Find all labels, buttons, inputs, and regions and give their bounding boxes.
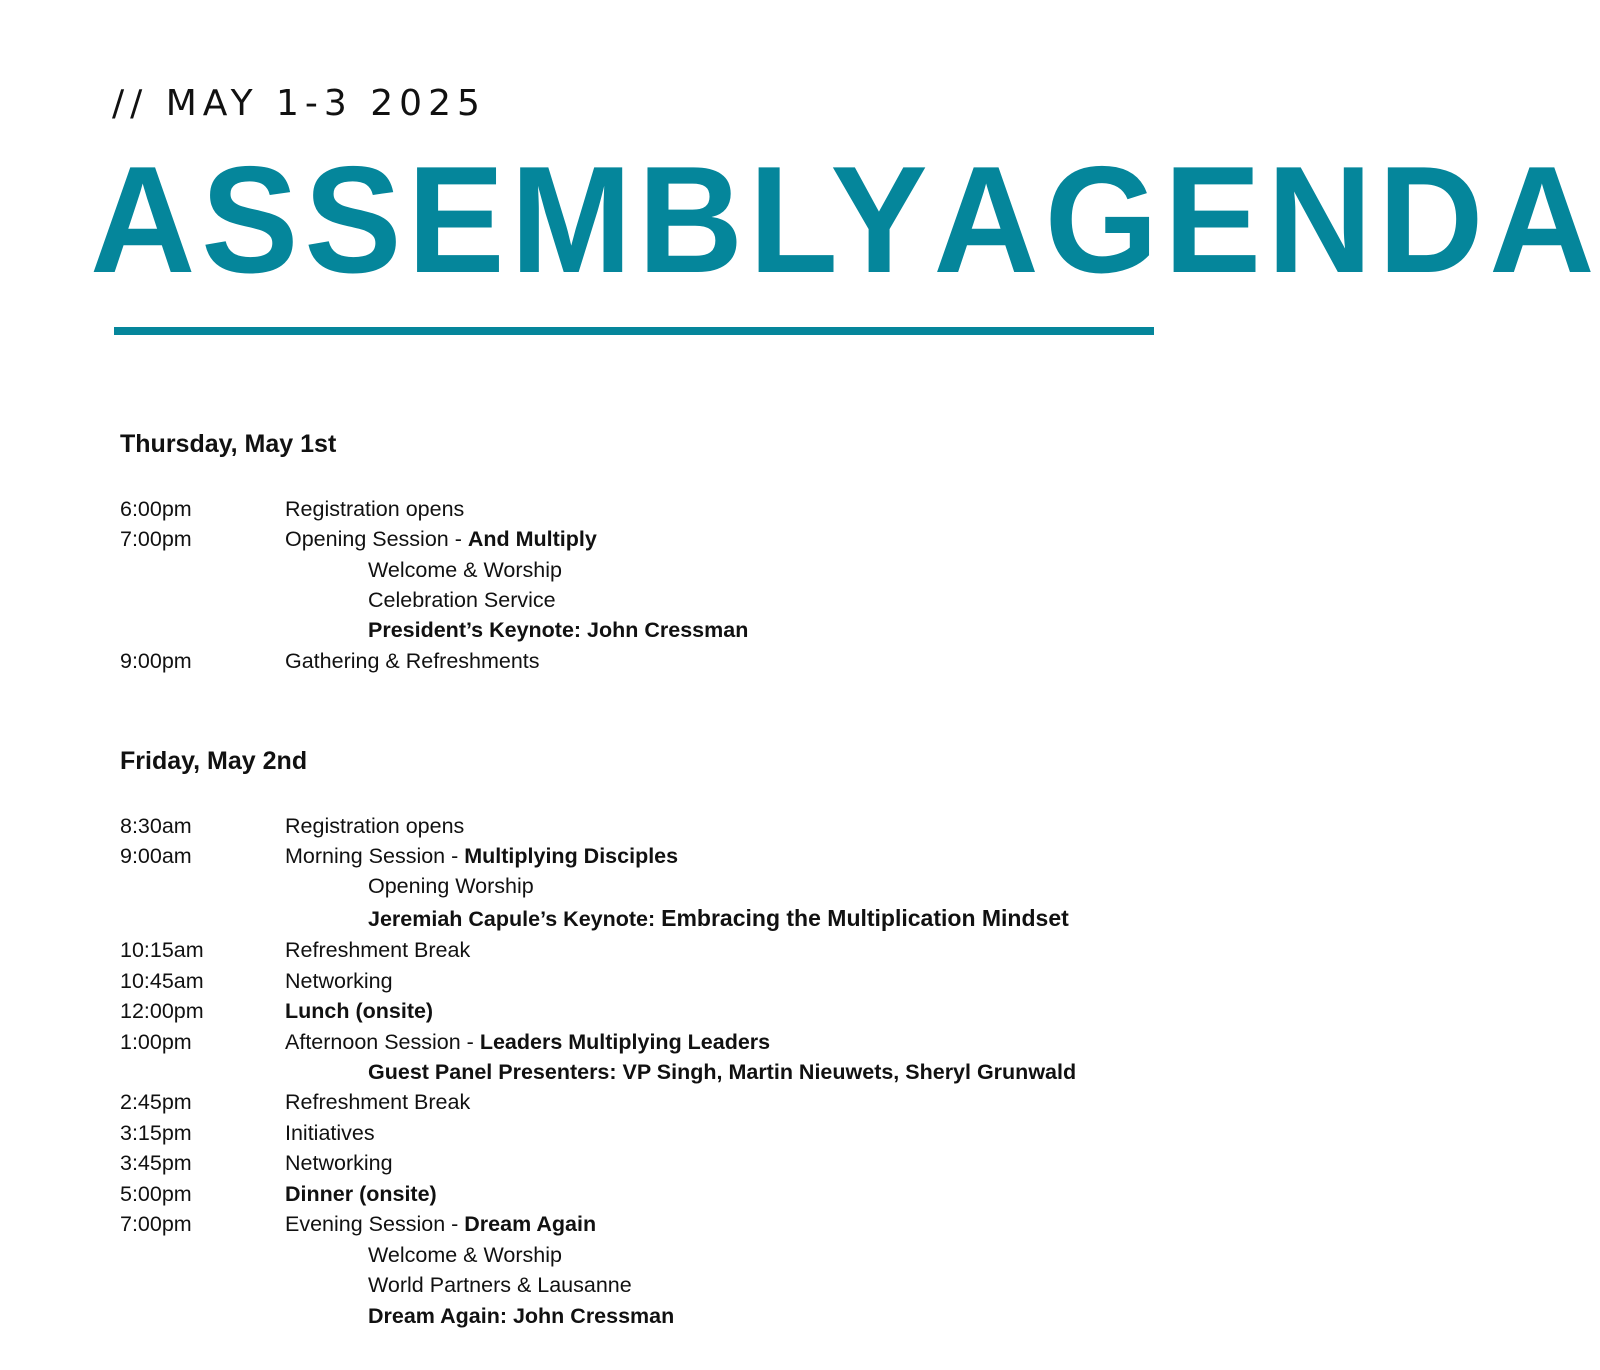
day-heading-thursday: Thursday, May 1st xyxy=(120,430,337,458)
title-word-assembly: ASSEMBLY xyxy=(90,135,934,305)
agenda-panel: Guest Panel Presenters: VP Singh, Martin Nieuwets, Sheryl Grunwald xyxy=(368,1060,1077,1084)
agenda-time: 7:00pm xyxy=(120,527,192,551)
agenda-row xyxy=(0,1148,1270,1178)
agenda-time: 3:15pm xyxy=(120,1121,192,1145)
agenda-subitem: Welcome & Worship xyxy=(368,558,562,582)
agenda-subitem: Welcome & Worship xyxy=(368,1243,562,1267)
agenda-time: 1:00pm xyxy=(120,1030,192,1054)
agenda-item-text: Evening Session - xyxy=(285,1212,465,1236)
agenda-item: Networking xyxy=(285,1151,393,1175)
agenda-item: Refreshment Break xyxy=(285,1090,471,1114)
agenda-subrow xyxy=(0,903,1270,933)
event-dates: // MAY 1-3 2025 xyxy=(112,83,486,124)
agenda-keynote xyxy=(368,903,1069,934)
agenda-time: 9:00am xyxy=(120,844,192,868)
title-underline xyxy=(114,327,1154,335)
agenda-item-text: Afternoon Session - xyxy=(285,1030,480,1054)
agenda-item: Initiatives xyxy=(285,1121,375,1145)
agenda-item: Networking xyxy=(285,969,393,993)
agenda-session-name: And Multiply xyxy=(467,527,597,551)
agenda-row xyxy=(0,841,1270,871)
agenda-time: 6:00pm xyxy=(120,497,192,521)
agenda-item-text: Morning Session - xyxy=(285,844,465,868)
agenda-subitem: Celebration Service xyxy=(368,588,556,612)
day-heading-friday: Friday, May 2nd xyxy=(120,747,308,775)
agenda-time: 7:00pm xyxy=(120,1212,192,1236)
agenda-keynote: Dream Again: John Cressman xyxy=(368,1304,675,1328)
agenda-subrow xyxy=(0,1240,1270,1270)
agenda-item xyxy=(285,1027,770,1057)
agenda-item: Gathering & Refreshments xyxy=(285,649,540,673)
agenda-keynote-title: Embracing the Multiplication Mindset xyxy=(661,905,1069,931)
agenda-row xyxy=(0,1179,1270,1209)
agenda-row xyxy=(0,1027,1270,1057)
agenda-item xyxy=(285,841,678,871)
agenda-item: Dinner (onsite) xyxy=(285,1182,437,1206)
agenda-subrow xyxy=(0,555,1270,585)
agenda-subrow xyxy=(0,1301,1270,1331)
agenda-row xyxy=(0,1118,1270,1148)
agenda-item: Registration opens xyxy=(285,497,465,521)
agenda-item: Lunch (onsite) xyxy=(285,999,434,1023)
agenda-session-name: Leaders Multiplying Leaders xyxy=(479,1030,771,1054)
agenda-item: Refreshment Break xyxy=(285,938,471,962)
page-title xyxy=(90,132,1600,308)
agenda-subrow xyxy=(0,615,1270,645)
agenda-row xyxy=(0,1087,1270,1117)
agenda-row xyxy=(0,1209,1270,1239)
agenda-row xyxy=(0,996,1270,1026)
agenda-row xyxy=(0,646,1270,676)
agenda-subrow xyxy=(0,1270,1270,1300)
agenda-row xyxy=(0,811,1270,841)
title-word-agenda: AGENDA xyxy=(933,135,1600,305)
agenda-session-name: Dream Again xyxy=(464,1212,597,1236)
agenda-time: 2:45pm xyxy=(120,1090,192,1114)
agenda-item-text: Opening Session - xyxy=(285,527,468,551)
agenda-row xyxy=(0,494,1270,524)
agenda-row xyxy=(0,524,1270,554)
agenda-session-name: Multiplying Disciples xyxy=(464,844,679,868)
agenda-time: 3:45pm xyxy=(120,1151,192,1175)
agenda-item xyxy=(285,1209,596,1239)
agenda-subitem: Opening Worship xyxy=(368,874,534,898)
agenda-time: 9:00pm xyxy=(120,649,192,673)
agenda-row xyxy=(0,966,1270,996)
agenda-time: 8:30am xyxy=(120,814,192,838)
agenda-item xyxy=(285,524,597,554)
agenda-keynote-speaker: Jeremiah Capule’s Keynote: xyxy=(368,907,662,931)
agenda-time: 12:00pm xyxy=(120,999,204,1023)
agenda-row xyxy=(0,935,1270,965)
agenda-subitem: World Partners & Lausanne xyxy=(368,1273,632,1297)
agenda-time: 10:15am xyxy=(120,938,204,962)
agenda-keynote: President’s Keynote: John Cressman xyxy=(368,618,749,642)
agenda-item: Registration opens xyxy=(285,814,465,838)
agenda-subrow xyxy=(0,1057,1270,1087)
agenda-time: 5:00pm xyxy=(120,1182,192,1206)
agenda-time: 10:45am xyxy=(120,969,204,993)
agenda-subrow xyxy=(0,871,1270,901)
agenda-subrow xyxy=(0,585,1270,615)
